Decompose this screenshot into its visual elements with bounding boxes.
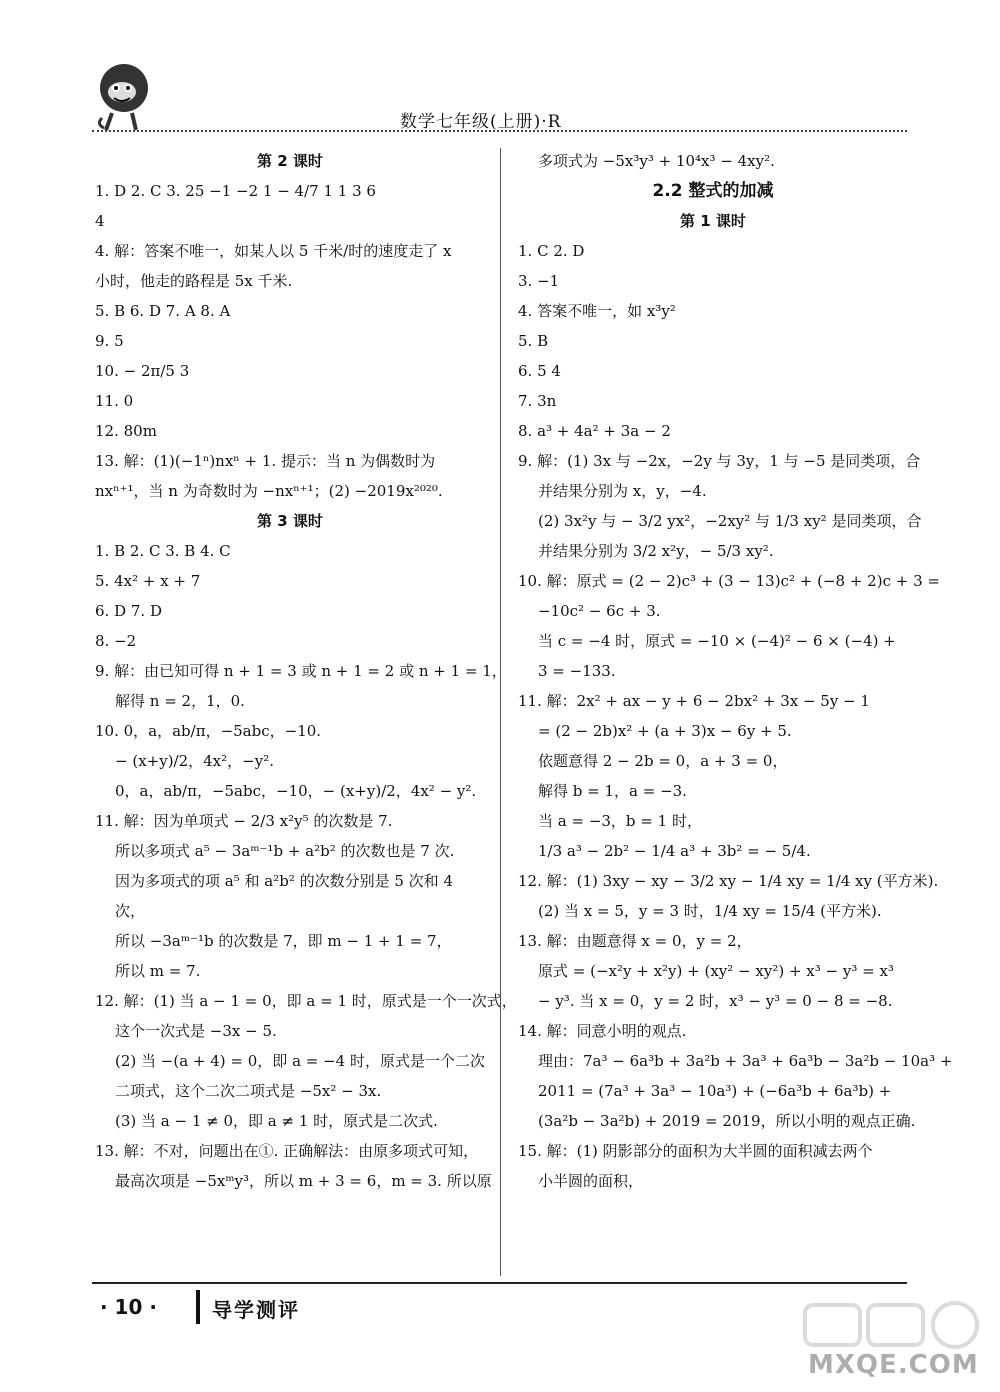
answer-line: 11. 0	[95, 392, 134, 410]
answer-line: 9. 5	[95, 332, 124, 350]
answer-line: −10c² − 6c + 3.	[538, 602, 661, 620]
answer-line: (2) 3x²y 与 − 3/2 yx²，−2xy² 与 1/3 xy² 是同类项，合	[538, 512, 922, 530]
page-header	[0, 0, 1000, 165]
brand-name: 导学测评	[212, 1298, 300, 1322]
answer-line: 11. 解：2x² + ax − y + 6 − 2bx² + 3x − 5y − 1	[518, 692, 870, 710]
answer-line: 6. 5 4	[518, 362, 561, 380]
answer-line: 4. 解：答案不唯一，如某人以 5 千米/时的速度走了 x	[95, 242, 452, 260]
answer-line: 所以多项式 a⁵ − 3aᵐ⁻¹b + a²b² 的次数也是 7 次.	[115, 842, 455, 860]
answer-line: 依题意得 2 − 2b = 0，a + 3 = 0，	[538, 752, 788, 770]
answer-line: 1. C 2. D	[518, 242, 585, 260]
answer-line: − y³. 当 x = 0，y = 2 时，x³ − y³ = 0 − 8 = −8.	[538, 992, 893, 1010]
answer-line: 10. 0，a，ab/π，−5abc，−10.	[95, 722, 322, 740]
answer-line: 14. 解：同意小明的观点.	[518, 1022, 687, 1040]
answer-line: 小时，他走的路程是 5x 千米.	[95, 272, 293, 290]
section-title: 2.2 整式的加减	[652, 181, 774, 201]
answer-line: 12. 解：(1) 3xy − xy − 3/2 xy − 1/4 xy = 1/4 xy (平方米).	[518, 872, 939, 890]
answer-line: (2) 当 −(a + 4) = 0，即 a = −4 时，原式是一个二次	[115, 1052, 485, 1070]
answer-line: 1/3 a³ − 2b² − 1/4 a³ + 3b² = − 5/4.	[538, 842, 811, 860]
answer-line: 多项式为 −5x³y³ + 10⁴x³ − 4xy².	[538, 152, 775, 170]
watermark-text: MXQE.COM	[808, 1350, 979, 1380]
answer-line: 原式 = (−x²y + x²y) + (xy² − xy²) + x³ − y³ = x³	[538, 962, 894, 980]
section-title: 第 3 课时	[257, 512, 323, 530]
answer-line: 10. 解：原式 = (2 − 2)c³ + (3 − 13)c² + (−8 + 2)c + 3 =	[518, 572, 940, 590]
answer-line: 解得 b = 1，a = −3.	[538, 782, 687, 800]
answer-line: 15. 解：(1) 阴影部分的面积为大半圆的面积减去两个	[518, 1142, 873, 1160]
answer-line: 0，a，ab/π，−5abc，−10，− (x+y)/2，4x² − y².	[115, 782, 477, 800]
answer-line: 当 a = −3，b = 1 时，	[538, 812, 702, 830]
answer-line: 1. D 2. C 3. 25 −1 −2 1 − 4/7 1 1 3 6	[95, 182, 376, 200]
answer-line: 3. −1	[518, 272, 560, 290]
answer-line: 当 c = −4 时，原式 = −10 × (−4)² − 6 × (−4) +	[538, 632, 896, 650]
answer-line: 最高次项是 −5xᵐy³，所以 m + 3 = 6，m = 3. 所以原	[115, 1172, 492, 1190]
answer-line: 13. 解：由题意得 x = 0，y = 2，	[518, 932, 752, 950]
answer-line: 二项式，这个二次二项式是 −5x² − 3x.	[115, 1082, 382, 1100]
answer-line: 1. B 2. C 3. B 4. C	[95, 542, 231, 560]
header-title: 数学七年级(上册)·R	[400, 112, 562, 132]
answer-line: 2011 = (7a³ + 3a³ − 10a³) + (−6a³b + 6a³b) +	[538, 1082, 892, 1100]
answer-line: 12. 解：(1) 当 a − 1 = 0，即 a = 1 时，原式是一个一次式，	[95, 992, 517, 1010]
answer-line: 次，	[115, 902, 146, 920]
section-title: 第 1 课时	[680, 212, 746, 230]
answer-line: 9. 解：(1) 3x 与 −2x，−2y 与 3y，1 与 −5 是同类项，合	[518, 452, 921, 470]
right-column	[518, 146, 953, 1196]
answer-line: 7. 3n	[518, 392, 557, 410]
left-column	[95, 146, 517, 1196]
answer-line: 13. 解：不对，问题出在①. 正确解法：由原多项式可知，	[95, 1142, 479, 1160]
answer-line: 4. 答案不唯一，如 x³y²	[518, 302, 676, 320]
answer-line: 并结果分别为 x，y，−4.	[538, 482, 707, 500]
answer-line: (2) 当 x = 5，y = 3 时，1/4 xy = 15/4 (平方米).	[538, 902, 882, 920]
column-divider	[500, 148, 501, 1276]
answer-line: 这个一次式是 −3x − 5.	[115, 1022, 277, 1040]
section-title: 第 2 课时	[257, 152, 323, 170]
answer-line: 13. 解：(1)(−1ⁿ)nxⁿ + 1. 提示：当 n 为偶数时为	[95, 452, 436, 470]
answer-line: 10. − 2π/5 3	[95, 362, 190, 380]
answer-line: 3 = −133.	[538, 662, 616, 680]
answer-line: 解得 n = 2，1，0.	[115, 692, 245, 710]
answer-line: 8. −2	[95, 632, 137, 650]
footer-divider	[92, 1282, 907, 1284]
answer-line: − (x+y)/2，4x²，−y².	[115, 752, 274, 770]
answer-line: 11. 解：因为单项式 − 2/3 x²y⁵ 的次数是 7.	[95, 812, 393, 830]
answer-line: 5. B	[518, 332, 549, 350]
answer-line: nxⁿ⁺¹，当 n 为奇数时为 −nxⁿ⁺¹；(2) −2019x²⁰²⁰.	[95, 482, 443, 500]
answer-line: 9. 解：由已知可得 n + 1 = 3 或 n + 1 = 2 或 n + 1 = 1，	[95, 662, 507, 680]
answer-line: 理由：7a³ − 6a³b + 3a²b + 3a³ + 6a³b − 3a²b − 10a³ +	[538, 1052, 953, 1070]
answer-line: 因为多项式的项 a⁵ 和 a²b² 的次数分别是 5 次和 4	[115, 872, 453, 890]
answer-line: 所以 m = 7.	[115, 962, 201, 980]
answer-line: (3a²b − 3a²b) + 2019 = 2019，所以小明的观点正确.	[538, 1112, 916, 1130]
header-divider	[92, 130, 907, 132]
answer-line: 并结果分别为 3/2 x²y，− 5/3 xy².	[538, 542, 774, 560]
mascot-logo-icon	[92, 58, 154, 138]
page-number: · 10 ·	[100, 1295, 157, 1319]
answer-line: 所以 −3aᵐ⁻¹b 的次数是 7，即 m − 1 + 1 = 7，	[115, 932, 452, 950]
answer-line: 5. 4x² + x + 7	[95, 572, 201, 590]
answer-line: 4	[95, 212, 105, 230]
footer-separator	[196, 1290, 200, 1324]
answer-line: 小半圆的面积，	[538, 1172, 644, 1190]
answer-line: 6. D 7. D	[95, 602, 162, 620]
answer-line: 8. a³ + 4a² + 3a − 2	[518, 422, 671, 440]
answer-line: 5. B 6. D 7. A 8. A	[95, 302, 231, 320]
answer-line: = (2 − 2b)x² + (a + 3)x − 6y + 5.	[538, 722, 792, 740]
answer-line: 12. 80m	[95, 422, 157, 440]
answer-line: (3) 当 a − 1 ≠ 0，即 a ≠ 1 时，原式是二次式.	[115, 1112, 438, 1130]
